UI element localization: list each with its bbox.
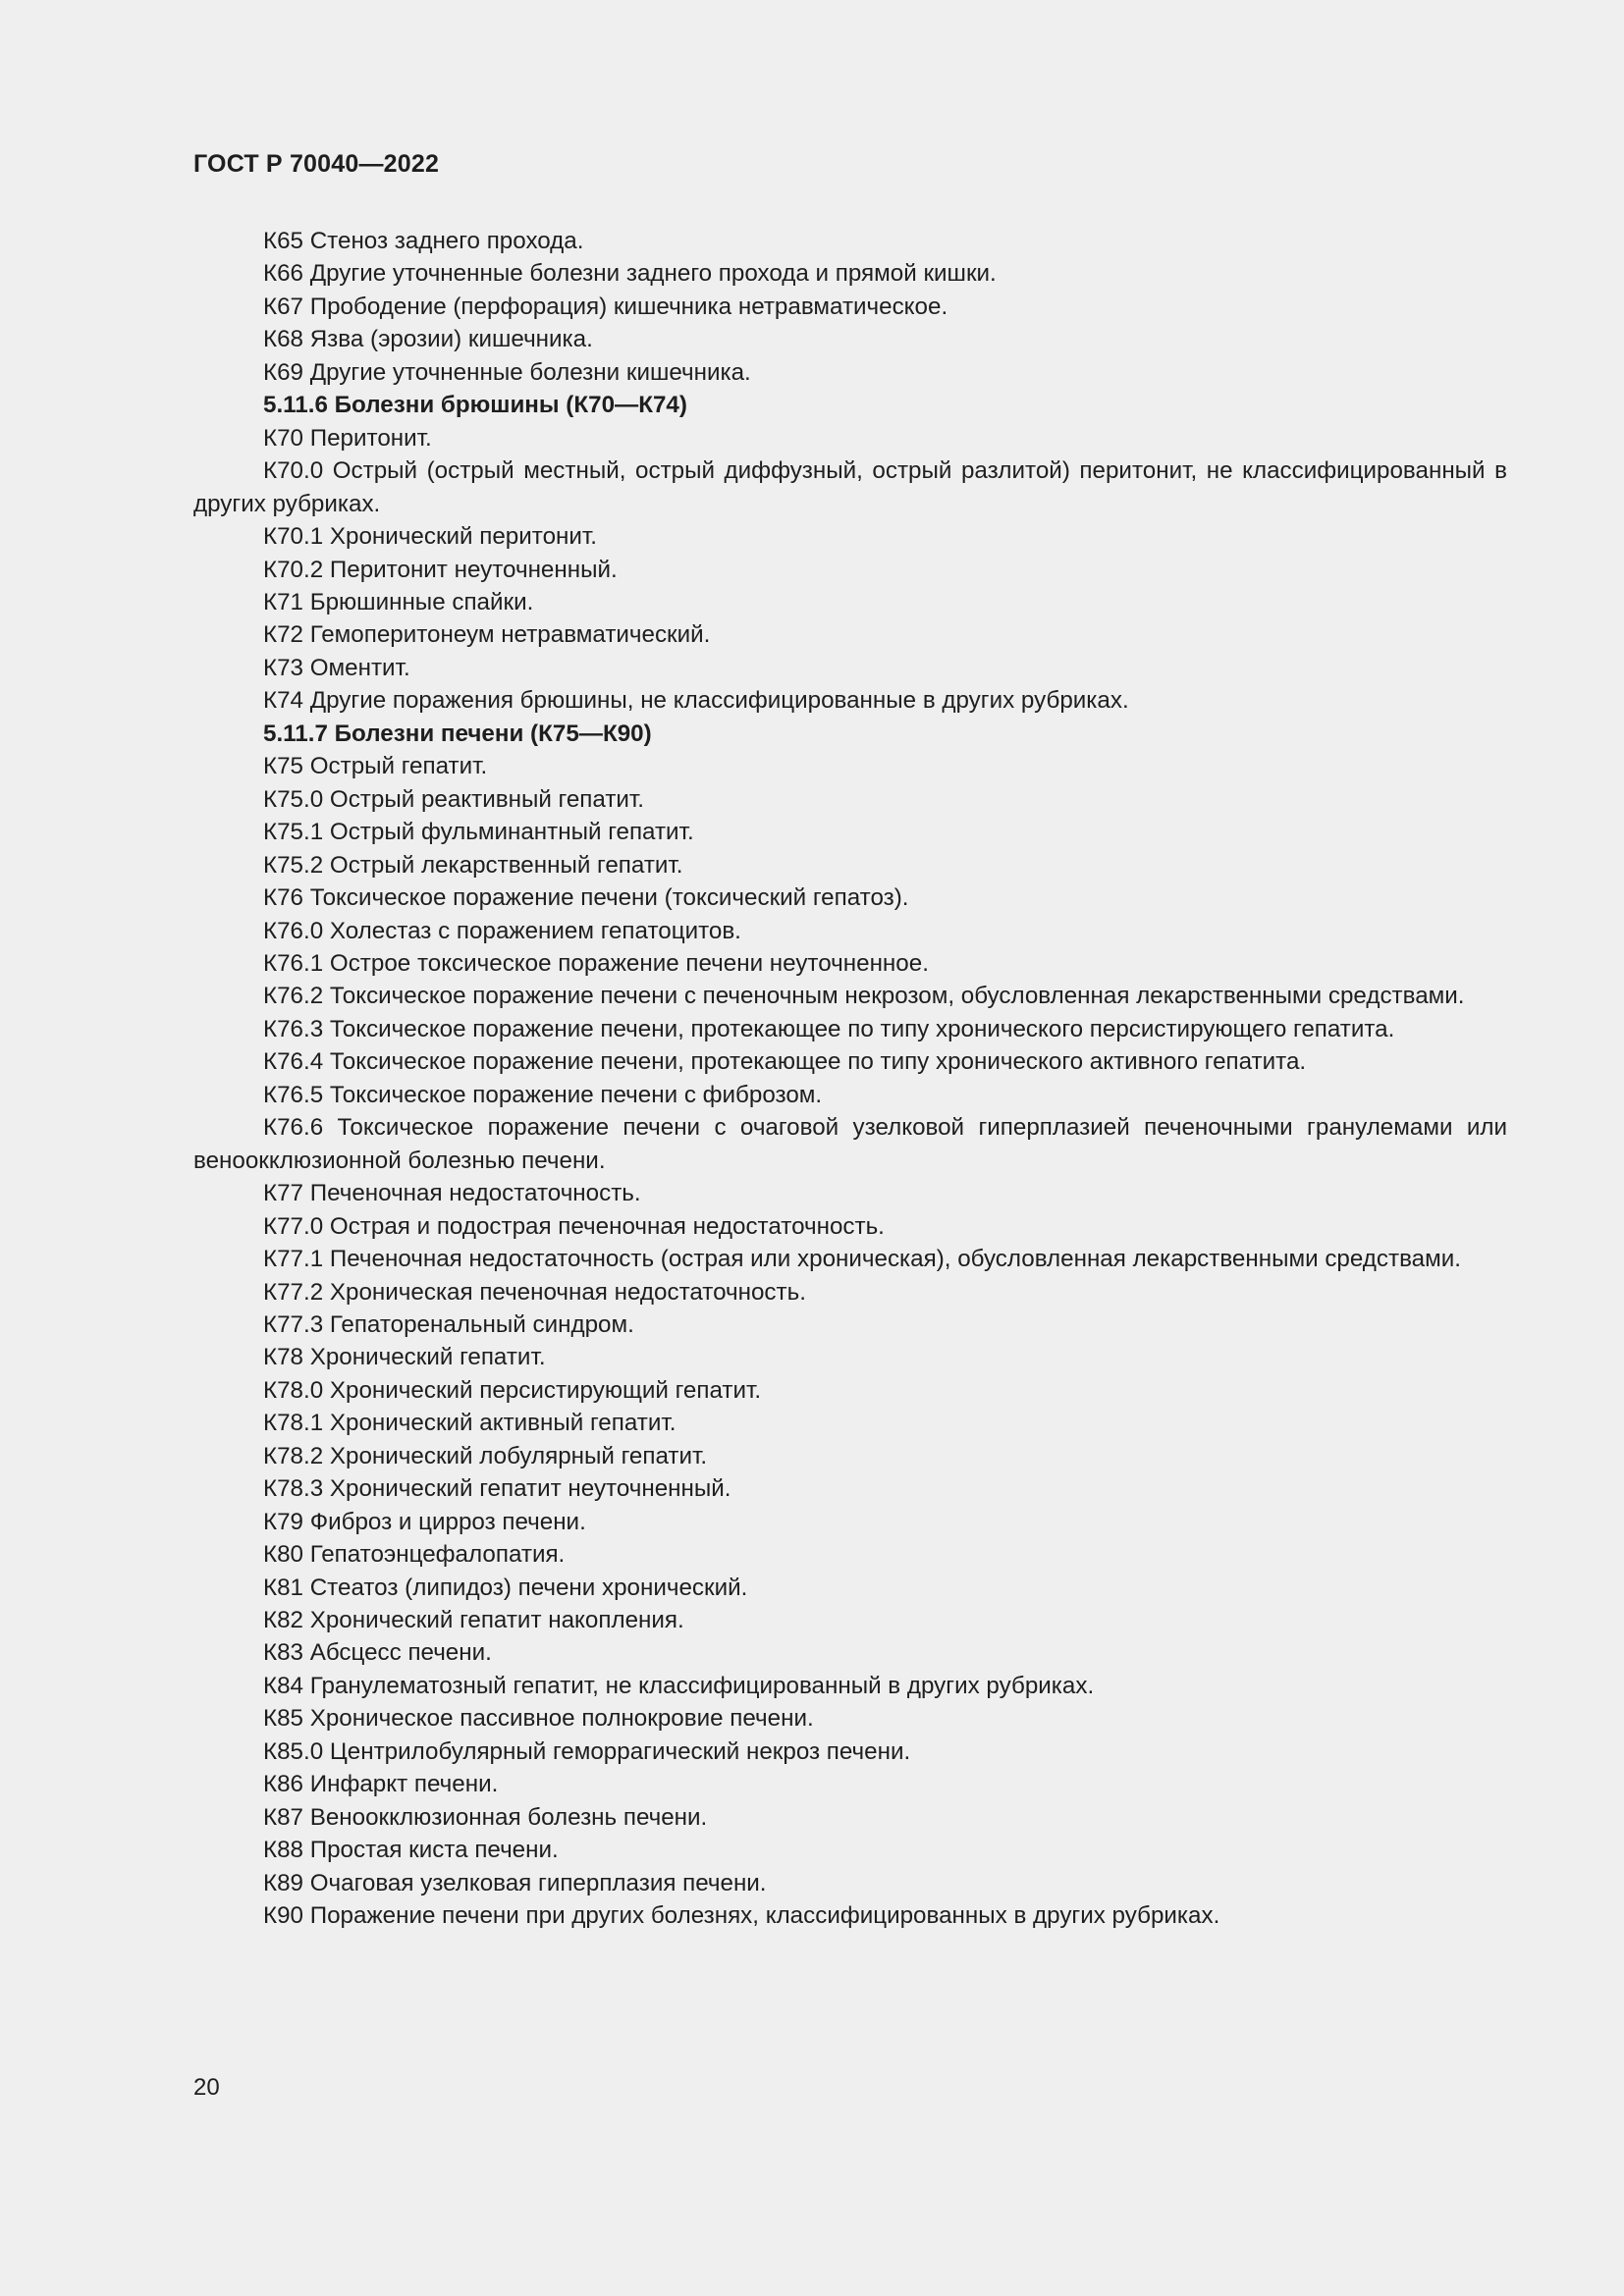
paragraph: К77 Печеночная недостаточность.: [263, 1180, 641, 1207]
section-heading: 5.11.6 Болезни брюшины (К70—К74): [263, 392, 687, 419]
paragraph: К78 Хронический гепатит.: [263, 1344, 546, 1371]
paragraph: К71 Брюшинные спайки.: [263, 588, 534, 615]
paragraph: К65 Стеноз заднего прохода.: [263, 228, 584, 254]
paragraph: К77.3 Гепаторенальный синдром.: [263, 1310, 634, 1338]
paragraph: К76.1 Острое токсическое поражение печени неуточненное.: [263, 949, 929, 977]
paragraph: К70.0 Острый (острый местный, острый диффузный, острый разлитой) перитонит, не классифицированный в других рубриках.: [193, 457, 1507, 517]
paragraph: К90 Поражение печени при других болезнях, классифицированных в других рубриках.: [263, 1902, 1220, 1930]
paragraph: К70 Перитонит.: [263, 424, 432, 452]
paragraph: К76.4 Токсическое поражение печени, протекающее по типу хронического активного гепатита.: [263, 1048, 1307, 1076]
paragraph: К77.2 Хроническая печеночная недостаточность.: [263, 1278, 806, 1306]
section-heading: 5.11.7 Болезни печени (К75—К90): [263, 720, 652, 747]
paragraph: К73 Оментит.: [263, 654, 410, 681]
paragraph: К76.3 Токсическое поражение печени, протекающее по типу хронического персистирующего гепатита.: [263, 1015, 1395, 1042]
paragraph: К72 Гемоперитонеум нетравматический.: [263, 621, 711, 649]
paragraph: К83 Абсцесс печени.: [263, 1639, 492, 1667]
paragraph: К89 Очаговая узелковая гиперплазия печени.: [263, 1869, 767, 1896]
paragraph: К82 Хронический гепатит накопления.: [263, 1607, 684, 1634]
paragraph: К76.6 Токсическое поражение печени с очаговой узелковой гиперплазией печеночными гранулемами или веноокклюзионной болезнью печени.: [193, 1114, 1507, 1174]
paragraph: К80 Гепатоэнцефалопатия.: [263, 1541, 566, 1569]
paragraph: К68 Язва (эрозии) кишечника.: [263, 326, 593, 353]
paragraph: К79 Фиброз и цирроз печени.: [263, 1508, 586, 1535]
paragraph: К75.0 Острый реактивный гепатит.: [263, 785, 645, 813]
paragraph: К70.2 Перитонит неуточненный.: [263, 556, 618, 583]
paragraph: К76 Токсическое поражение печени (токсический гепатоз).: [263, 884, 909, 912]
standard-header: ГОСТ Р 70040—2022: [193, 150, 440, 178]
paragraph: К85.0 Центрилобулярный геморрагический некроз печени.: [263, 1737, 911, 1765]
document-body: [193, 225, 1507, 1933]
paragraph: К75 Острый гепатит.: [263, 753, 488, 780]
page-number: 20: [193, 2074, 220, 2101]
paragraph: К67 Прободение (перфорация) кишечника нетравматическое.: [263, 293, 948, 320]
paragraph: К87 Веноокклюзионная болезнь печени.: [263, 1803, 708, 1831]
paragraph: К78.1 Хронический активный гепатит.: [263, 1410, 677, 1437]
paragraph: К78.3 Хронический гепатит неуточненный.: [263, 1475, 731, 1503]
paragraph: К76.5 Токсическое поражение печени с фиброзом.: [263, 1081, 823, 1108]
paragraph: К76.2 Токсическое поражение печени с печеночным некрозом, обусловленная лекарственными средствами.: [263, 983, 1465, 1010]
paragraph: К86 Инфаркт печени.: [263, 1771, 499, 1798]
paragraph: К84 Гранулематозный гепатит, не классифицированный в других рубриках.: [263, 1672, 1095, 1699]
paragraph: К66 Другие уточненные болезни заднего прохода и прямой кишки.: [263, 260, 997, 288]
paragraph: К74 Другие поражения брюшины, не классифицированные в других рубриках.: [263, 687, 1129, 715]
paragraph: К85 Хроническое пассивное полнокровие печени.: [263, 1705, 814, 1733]
paragraph: К77.0 Острая и подострая печеночная недостаточность.: [263, 1212, 885, 1240]
paragraph: К78.0 Хронический персистирующий гепатит.: [263, 1376, 762, 1404]
paragraph: К75.1 Острый фульминантный гепатит.: [263, 819, 694, 846]
paragraph: К75.2 Острый лекарственный гепатит.: [263, 851, 683, 879]
paragraph: К70.1 Хронический перитонит.: [263, 523, 598, 551]
paragraph: К76.0 Холестаз с поражением гепатоцитов.: [263, 917, 741, 944]
paragraph: К88 Простая киста печени.: [263, 1837, 559, 1864]
paragraph: К81 Стеатоз (липидоз) печени хронический.: [263, 1574, 748, 1601]
paragraph: К69 Другие уточненные болезни кишечника.: [263, 358, 751, 386]
paragraph: К78.2 Хронический лобулярный гепатит.: [263, 1442, 708, 1469]
paragraph: К77.1 Печеночная недостаточность (острая или хроническая), обусловленная лекарственными средствами.: [263, 1246, 1461, 1273]
